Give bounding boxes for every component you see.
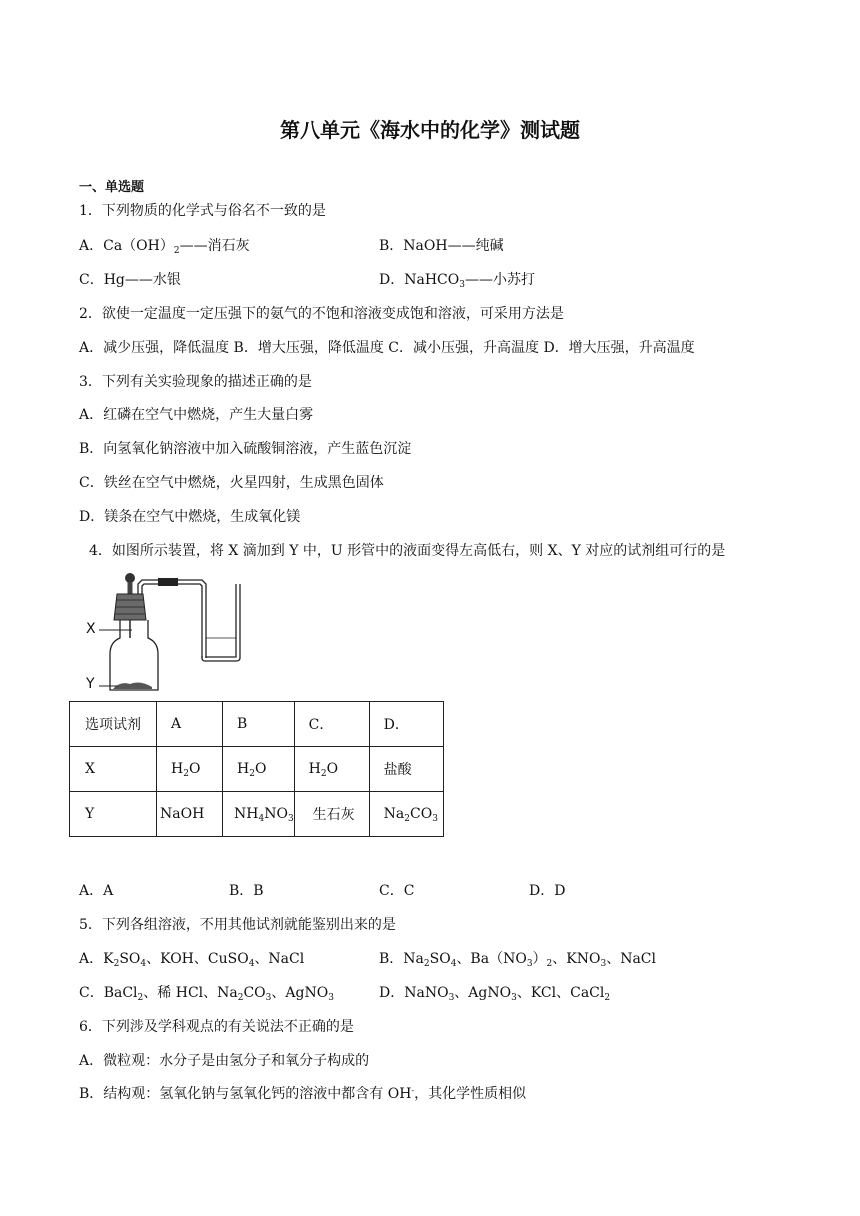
table-cell: 生石灰 (294, 792, 369, 837)
table-cell: NaOH (157, 792, 223, 837)
table-cell: X (70, 747, 157, 792)
question-1-option-a: A．$Ca(OH)_2——$消石灰 (79, 238, 250, 256)
question-6-stem: 6．下列涉及学科观点的有关说法不正确的是 (79, 1019, 354, 1035)
table-cell: 选项试剂 (70, 702, 157, 747)
page-title: 第八单元《海水中的化学》测试题 (280, 118, 580, 142)
table-cell: C． (294, 702, 369, 747)
table-cell: $Na_2CO_3$ (369, 792, 443, 837)
question-4-option-b: B．B (229, 883, 264, 899)
question-3-stem: 3．下列有关实验现象的描述正确的是 (79, 374, 312, 390)
question-5-option-c: C．BaCl$_2$、稀 HCl、$Na_2CO_3$、AgNO$_3$ (79, 985, 334, 1003)
table-cell: $H_2O$ (223, 747, 295, 792)
question-5-option-b: B．$Na_2SO_4$、$Ba(NO_3)_2$、$KNO_3$、NaCl (379, 951, 656, 969)
table-cell: $NH_4NO_3$ (223, 792, 295, 837)
table-cell: Y (70, 792, 157, 837)
table-cell: $H_2O$ (157, 747, 223, 792)
question-3-option-b: B．向氢氧化钠溶液中加入硫酸铜溶液，产生蓝色沉淀 (79, 441, 412, 457)
delivery-tube (138, 580, 206, 658)
question-4-option-a: A．A (79, 883, 114, 899)
table-row (70, 702, 444, 747)
label-x: X (86, 621, 96, 637)
question-4-stem: 4．如图所示装置，将 X 滴加到 Y 中，U 形管中的液面变得左高低右，则 X、Y 对应的试剂组可行的是 (89, 543, 726, 559)
question-1-stem: 1．下列物质的化学式与俗名不一致的是 (79, 203, 326, 219)
question-3-option-d: D．镁条在空气中燃烧，生成氧化镁 (79, 509, 301, 525)
label-leader-lines (98, 628, 134, 690)
question-2-options: A．减少压强，降低温度 B．增大压强，降低温度 C．减小压强，升高温度 D．增大压强，升高温度 (79, 340, 695, 356)
table-cell: 盐酸 (369, 747, 443, 792)
question-4-option-d: D．D (529, 883, 566, 899)
u-tube (202, 584, 240, 661)
tube-connector (158, 578, 178, 586)
reagent-table (69, 701, 444, 837)
dropper-bulb (125, 573, 135, 583)
question-5-option-d: D．NaNO$_3$、AgNO$_3$、KCl、CaCl$_2$ (379, 985, 611, 1003)
question-6-option-b: B．结构观：氢氧化钠与氢氧化钙的溶液中都含有 OH-，其化学性质相似 (79, 1086, 527, 1102)
table-row (70, 747, 444, 792)
question-4-option-c: C．C (379, 883, 415, 899)
question-3-option-c: C．铁丝在空气中燃烧，火星四射，生成黑色固体 (79, 475, 384, 491)
dropper-stem-top (128, 582, 133, 594)
question-5-stem: 5．下列各组溶液，不用其他试剂就能鉴别出来的是 (79, 917, 396, 933)
section-heading: 一、单选题 (79, 180, 145, 195)
question-1-option-d: D．NaHCO$_3$——小苏打 (379, 272, 535, 290)
question-2-stem: 2．欲使一定温度一定压强下的氨气的不饱和溶液变成饱和溶液，可采用方法是 (79, 306, 564, 322)
question-1-option-b: B．NaOH——纯碱 (379, 238, 504, 254)
question-6-option-a: A．微粒观：水分子是由氢分子和氧分子构成的 (79, 1053, 370, 1069)
table-cell: D． (369, 702, 443, 747)
table-cell: B (223, 702, 295, 747)
table-cell: A (157, 702, 223, 747)
question-5-option-a: A．$K_2SO_4$、KOH、CuSO$_4$、NaCl (79, 951, 305, 969)
label-y: Y (86, 676, 95, 692)
question-3-option-a: A．红磷在空气中燃烧，产生大量白雾 (79, 407, 314, 423)
question-1-option-c: C．Hg——水银 (79, 272, 181, 288)
table-cell: $H_2O$ (294, 747, 369, 792)
table-row (70, 792, 444, 837)
